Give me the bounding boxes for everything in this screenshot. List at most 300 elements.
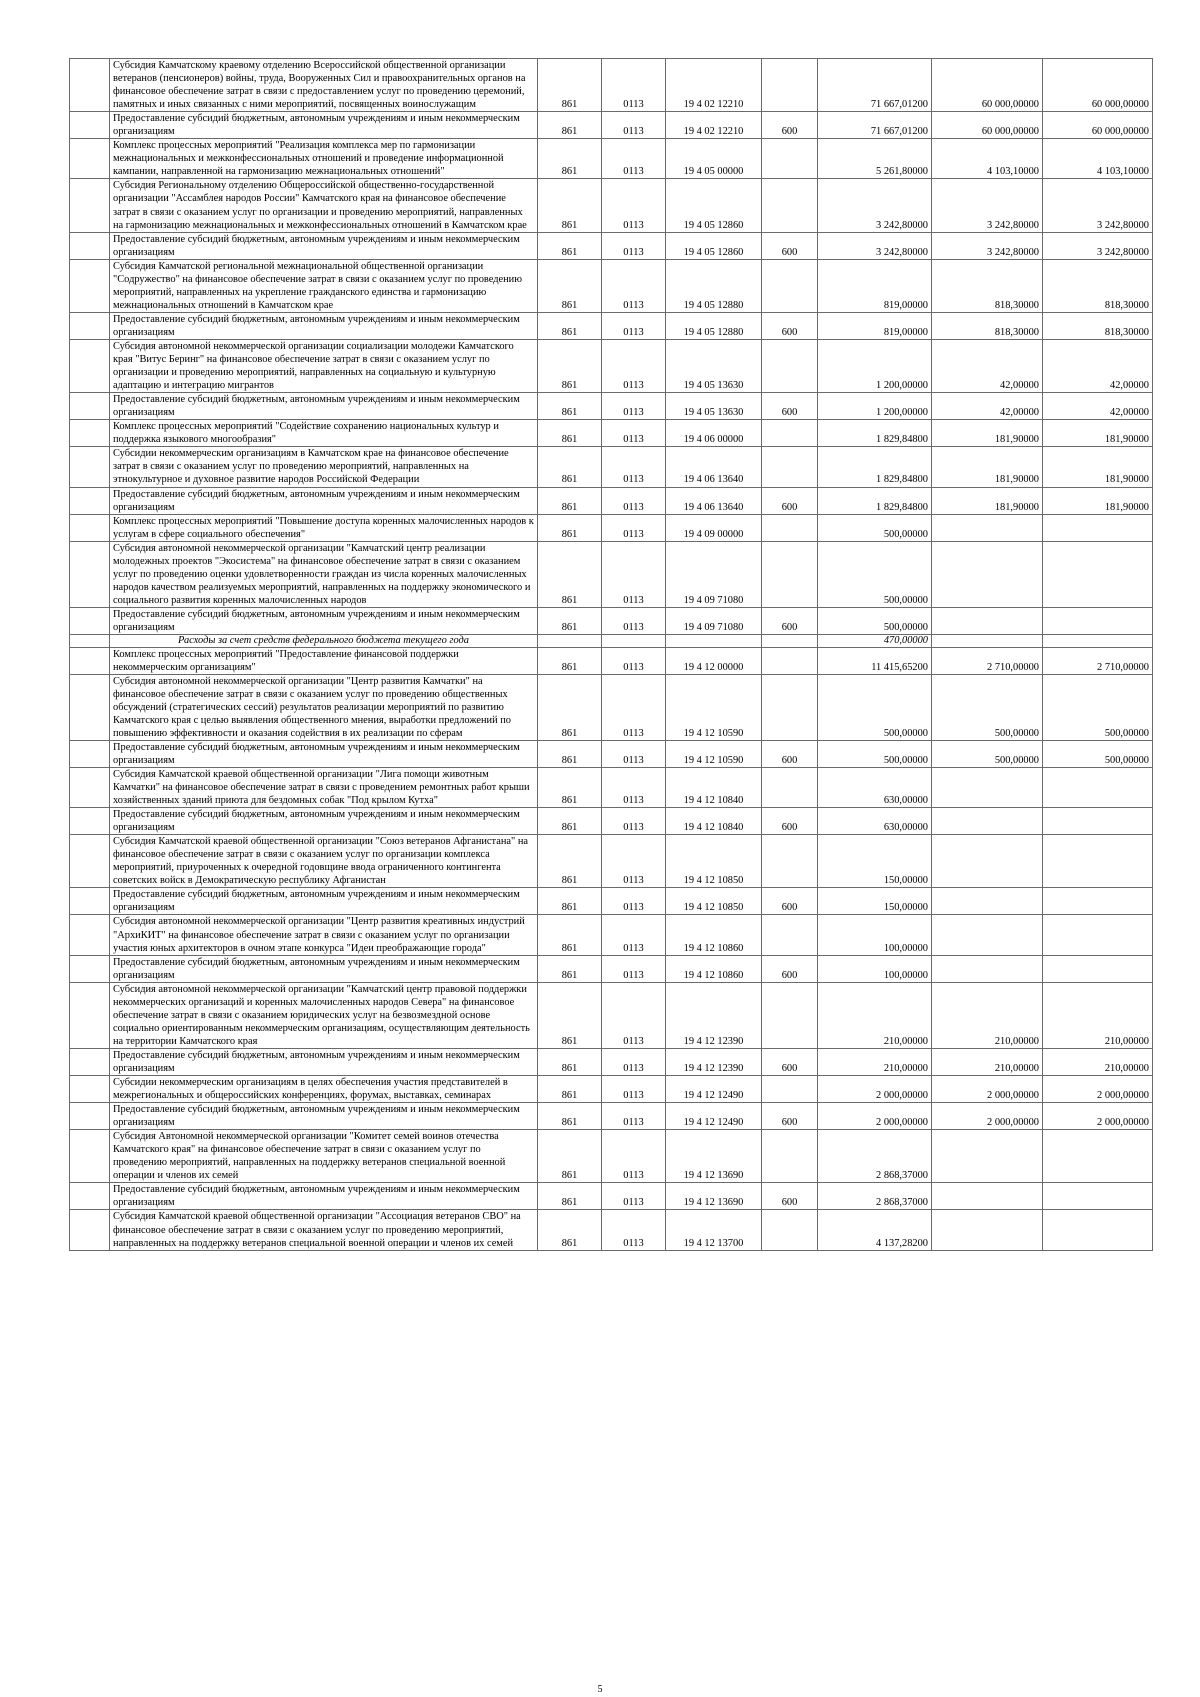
grbs-code: 861 [538,541,602,607]
section-code: 0113 [602,312,666,339]
row-name: Предоставление субсидий бюджетным, автономным учреждениям и иным некоммерческим организациям [110,740,538,767]
table-row [70,1103,1153,1130]
table-row [70,420,1153,447]
grbs-code: 861 [538,607,602,634]
amount-year-3: 210,00000 [1043,1048,1153,1075]
row-name: Предоставление субсидий бюджетным, автономным учреждениям и иным некоммерческим организациям [110,1048,538,1075]
row-name: Предоставление субсидий бюджетным, автономным учреждениям и иным некоммерческим организациям [110,112,538,139]
amount-year-3: 210,00000 [1043,982,1153,1048]
grbs-code: 861 [538,259,602,312]
amount-year-1: 4 137,28200 [818,1210,932,1250]
amount-year-1: 2 000,00000 [818,1103,932,1130]
amount-year-2: 210,00000 [932,1048,1043,1075]
row-name: Субсидия Камчатской краевой общественной организации "Союз ветеранов Афганистана" на финансовое обеспечение затрат в связи с оказанием услуг по организации комплекса мероприятий, приуроченных к очередной годовщине ввода ограниченного контингента советских войск в Демократическую республику Афганистан [110,835,538,888]
expense-type-code [762,1076,818,1103]
section-code: 0113 [602,447,666,487]
target-article-code: 19 4 05 13630 [666,339,762,392]
target-article-code: 19 4 05 13630 [666,393,762,420]
amount-year-2: 3 242,80000 [932,232,1043,259]
grbs-code: 861 [538,232,602,259]
target-article-code: 19 4 05 12880 [666,312,762,339]
target-article-code: 19 4 06 00000 [666,420,762,447]
amount-year-3: 42,00000 [1043,339,1153,392]
target-article-code: 19 4 12 12490 [666,1103,762,1130]
section-code: 0113 [602,1210,666,1250]
expense-type-code: 600 [762,312,818,339]
grbs-code: 861 [538,179,602,232]
target-article-code: 19 4 05 12860 [666,232,762,259]
amount-year-1: 3 242,80000 [818,179,932,232]
amount-year-2: 42,00000 [932,393,1043,420]
amount-year-1: 100,00000 [818,915,932,955]
row-stub-cell [70,1103,110,1130]
row-stub-cell [70,259,110,312]
section-code: 0113 [602,259,666,312]
row-stub-cell [70,541,110,607]
amount-year-3: 60 000,00000 [1043,59,1153,112]
target-article-code: 19 4 12 12390 [666,1048,762,1075]
amount-year-1: 2 868,37000 [818,1130,932,1183]
table-row [70,139,1153,179]
grbs-code: 861 [538,915,602,955]
section-code: 0113 [602,339,666,392]
section-code: 0113 [602,487,666,514]
expense-type-code [762,514,818,541]
grbs-code: 861 [538,674,602,740]
budget-table-body [70,59,1153,1251]
section-code: 0113 [602,139,666,179]
target-article-code: 19 4 09 00000 [666,514,762,541]
amount-year-3 [1043,1183,1153,1210]
expense-type-code [762,835,818,888]
row-name: Субсидия Камчатской региональной межнациональной общественной организации "Содружество" на финансовое обеспечение затрат в связи с оказанием услуг по проведению мероприятий, направленных на укрепление гражданского единства и гармонизацию межнациональных отношений в Камчатском крае [110,259,538,312]
row-name: Расходы за счет средств федерального бюджета текущего года [110,635,538,648]
expense-type-code: 600 [762,607,818,634]
section-code: 0113 [602,647,666,674]
grbs-code: 861 [538,487,602,514]
amount-year-1: 71 667,01200 [818,112,932,139]
table-row [70,607,1153,634]
row-stub-cell [70,112,110,139]
amount-year-2 [932,1210,1043,1250]
grbs-code: 861 [538,740,602,767]
table-row [70,59,1153,112]
expense-type-code: 600 [762,112,818,139]
section-code: 0113 [602,112,666,139]
grbs-code: 861 [538,514,602,541]
amount-year-3: 181,90000 [1043,487,1153,514]
target-article-code: 19 4 06 13640 [666,447,762,487]
row-stub-cell [70,393,110,420]
row-name: Предоставление субсидий бюджетным, автономным учреждениям и иным некоммерческим организациям [110,955,538,982]
target-article-code: 19 4 12 12490 [666,1076,762,1103]
amount-year-2 [932,1130,1043,1183]
amount-year-2: 2 000,00000 [932,1103,1043,1130]
row-stub-cell [70,740,110,767]
grbs-code: 861 [538,139,602,179]
table-row [70,1130,1153,1183]
row-stub-cell [70,312,110,339]
row-name: Предоставление субсидий бюджетным, автономным учреждениям и иным некоммерческим организациям [110,1183,538,1210]
row-name: Субсидия автономной некоммерческой организации "Камчатский центр правовой поддержки некоммерческих организаций и коренных малочисленных народов Севера" на финансовое обеспечение затрат в связи с оказанием юридических услуг на безвозмездной основе социально ориентированным некоммерческим организациям, осуществляющим деятельность на территории Камчатского края [110,982,538,1048]
amount-year-3: 500,00000 [1043,674,1153,740]
table-row [70,1076,1153,1103]
grbs-code [538,635,602,648]
amount-year-1: 1 829,84800 [818,447,932,487]
amount-year-2: 818,30000 [932,312,1043,339]
row-stub-cell [70,420,110,447]
table-row [70,447,1153,487]
amount-year-3: 3 242,80000 [1043,179,1153,232]
table-row [70,888,1153,915]
budget-table [69,58,1153,1251]
grbs-code: 861 [538,808,602,835]
amount-year-3: 181,90000 [1043,420,1153,447]
row-name: Предоставление субсидий бюджетным, автономным учреждениям и иным некоммерческим организациям [110,487,538,514]
table-row [70,835,1153,888]
amount-year-3: 42,00000 [1043,393,1153,420]
grbs-code: 861 [538,312,602,339]
amount-year-3 [1043,635,1153,648]
section-code: 0113 [602,674,666,740]
amount-year-3 [1043,1210,1153,1250]
table-row [70,740,1153,767]
amount-year-1: 1 829,84800 [818,487,932,514]
amount-year-2: 4 103,10000 [932,139,1043,179]
row-stub-cell [70,487,110,514]
amount-year-2: 2 710,00000 [932,647,1043,674]
amount-year-1: 1 200,00000 [818,339,932,392]
row-stub-cell [70,955,110,982]
table-row [70,112,1153,139]
row-name: Субсидия автономной некоммерческой организации социализации молодежи Камчатского края "Витус Беринг" на финансовое обеспечение затрат в связи с оказанием услуг по организации и проведению мероприятий, направленных на социальную и культурную адаптацию и интеграцию мигрантов [110,339,538,392]
amount-year-2: 500,00000 [932,674,1043,740]
row-stub-cell [70,888,110,915]
row-name: Субсидия Камчатской краевой общественной организации "Лига помощи животным Камчатки" на финансовое обеспечение затрат в связи с проведением ремонтных работ крыши хозяйственных зданий приюта для бездомных собак "Под крылом Кутха" [110,767,538,807]
row-stub-cell [70,514,110,541]
target-article-code: 19 4 05 12880 [666,259,762,312]
amount-year-1: 2 868,37000 [818,1183,932,1210]
table-row [70,259,1153,312]
amount-year-2: 2 000,00000 [932,1076,1043,1103]
row-name: Предоставление субсидий бюджетным, автономным учреждениям и иным некоммерческим организациям [110,312,538,339]
target-article-code: 19 4 12 10850 [666,835,762,888]
target-article-code: 19 4 12 10850 [666,888,762,915]
amount-year-1: 5 261,80000 [818,139,932,179]
row-stub-cell [70,674,110,740]
row-stub-cell [70,1210,110,1250]
amount-year-2 [932,635,1043,648]
target-article-code: 19 4 12 10840 [666,767,762,807]
amount-year-3 [1043,808,1153,835]
expense-type-code [762,1130,818,1183]
expense-type-code [762,339,818,392]
row-stub-cell [70,647,110,674]
target-article-code: 19 4 12 13690 [666,1183,762,1210]
amount-year-2: 210,00000 [932,982,1043,1048]
amount-year-1: 210,00000 [818,1048,932,1075]
amount-year-3 [1043,955,1153,982]
row-name: Предоставление субсидий бюджетным, автономным учреждениям и иным некоммерческим организациям [110,1103,538,1130]
row-stub-cell [70,607,110,634]
section-code: 0113 [602,915,666,955]
row-stub-cell [70,339,110,392]
target-article-code: 19 4 12 10860 [666,915,762,955]
amount-year-1: 1 829,84800 [818,420,932,447]
row-stub-cell [70,447,110,487]
amount-year-1: 11 415,65200 [818,647,932,674]
amount-year-1: 500,00000 [818,740,932,767]
expense-type-code: 600 [762,888,818,915]
target-article-code: 19 4 09 71080 [666,607,762,634]
expense-type-code [762,647,818,674]
row-stub-cell [70,915,110,955]
table-row [70,487,1153,514]
section-code: 0113 [602,59,666,112]
row-stub-cell [70,982,110,1048]
target-article-code [666,635,762,648]
target-article-code: 19 4 12 13690 [666,1130,762,1183]
amount-year-2 [932,1183,1043,1210]
amount-year-2: 818,30000 [932,259,1043,312]
table-row [70,393,1153,420]
row-name: Субсидия Региональному отделению Общероссийской общественно-государственной организации "Ассамблея народов России" Камчатского края на финансовое обеспечение затрат в связи с оказанием услуг по организации и проведению мероприятий, направленных на гармонизацию межнациональных и межконфессиональных отношений в Камчатском крае [110,179,538,232]
expense-type-code [762,139,818,179]
amount-year-3 [1043,607,1153,634]
amount-year-1: 100,00000 [818,955,932,982]
page-number: 5 [597,1684,603,1695]
expense-type-code [762,179,818,232]
note-row [70,635,1153,648]
expense-type-code [762,915,818,955]
table-row [70,179,1153,232]
section-code: 0113 [602,393,666,420]
amount-year-3: 818,30000 [1043,259,1153,312]
amount-year-2: 3 242,80000 [932,179,1043,232]
amount-year-1: 210,00000 [818,982,932,1048]
row-stub-cell [70,635,110,648]
table-row [70,674,1153,740]
section-code: 0113 [602,1048,666,1075]
target-article-code: 19 4 09 71080 [666,541,762,607]
expense-type-code: 600 [762,1048,818,1075]
row-name: Комплекс процессных мероприятий "Реализация комплекса мер по гармонизации межнациональных и межконфессиональных отношений и проведение информационной кампании, направленной на гармонизацию межнациональных отношений" [110,139,538,179]
amount-year-1: 500,00000 [818,607,932,634]
amount-year-3 [1043,888,1153,915]
amount-year-2: 42,00000 [932,339,1043,392]
expense-type-code: 600 [762,393,818,420]
amount-year-2: 500,00000 [932,740,1043,767]
row-name: Комплекс процессных мероприятий "Предоставление финансовой поддержки некоммерческим организациям" [110,647,538,674]
section-code: 0113 [602,955,666,982]
table-row [70,647,1153,674]
amount-year-2 [932,915,1043,955]
table-row [70,1048,1153,1075]
target-article-code: 19 4 12 10590 [666,740,762,767]
row-name: Предоставление субсидий бюджетным, автономным учреждениям и иным некоммерческим организациям [110,232,538,259]
section-code: 0113 [602,982,666,1048]
amount-year-3: 4 103,10000 [1043,139,1153,179]
row-name: Субсидия Камчатской краевой общественной организации "Ассоциация ветеранов СВО" на финансовое обеспечение затрат в связи с оказанием услуг по проведению мероприятий, направленных на поддержку ветеранов специальной военной операции и членов их семей [110,1210,538,1250]
expense-type-code [762,447,818,487]
row-stub-cell [70,1048,110,1075]
grbs-code: 861 [538,1048,602,1075]
target-article-code: 19 4 12 12390 [666,982,762,1048]
expense-type-code [762,259,818,312]
section-code: 0113 [602,1076,666,1103]
row-stub-cell [70,1183,110,1210]
target-article-code: 19 4 12 10840 [666,808,762,835]
amount-year-3: 3 242,80000 [1043,232,1153,259]
table-row [70,1210,1153,1250]
target-article-code: 19 4 12 00000 [666,647,762,674]
row-stub-cell [70,1130,110,1183]
amount-year-1: 150,00000 [818,835,932,888]
grbs-code: 861 [538,1103,602,1130]
section-code [602,635,666,648]
row-stub-cell [70,1076,110,1103]
grbs-code: 861 [538,835,602,888]
amount-year-3 [1043,541,1153,607]
section-code: 0113 [602,808,666,835]
row-name: Субсидия автономной некоммерческой организации "Камчатский центр реализации молодежных проектов "Экосистема" на финансовое обеспечение затрат в связи с оказанием услуг по проведению оценки удовлетворенности граждан из числа коренных малочисленных народов качеством реализуемых мероприятий, направленных на поддержку экономического и социального развития коренных малочисленных народов [110,541,538,607]
target-article-code: 19 4 06 13640 [666,487,762,514]
grbs-code: 861 [538,420,602,447]
section-code: 0113 [602,1130,666,1183]
amount-year-1: 500,00000 [818,674,932,740]
amount-year-3 [1043,514,1153,541]
table-row [70,982,1153,1048]
grbs-code: 861 [538,647,602,674]
expense-type-code [762,674,818,740]
amount-year-1: 500,00000 [818,541,932,607]
target-article-code: 19 4 05 12860 [666,179,762,232]
amount-year-1: 71 667,01200 [818,59,932,112]
target-article-code: 19 4 12 13700 [666,1210,762,1250]
section-code: 0113 [602,607,666,634]
amount-year-2 [932,767,1043,807]
grbs-code: 861 [538,1183,602,1210]
row-name: Предоставление субсидий бюджетным, автономным учреждениям и иным некоммерческим организациям [110,393,538,420]
grbs-code: 861 [538,1210,602,1250]
amount-year-3 [1043,915,1153,955]
amount-year-1: 2 000,00000 [818,1076,932,1103]
amount-year-3: 2 000,00000 [1043,1076,1153,1103]
section-code: 0113 [602,514,666,541]
amount-year-3 [1043,767,1153,807]
section-code: 0113 [602,835,666,888]
amount-year-1: 630,00000 [818,767,932,807]
amount-year-3: 2 710,00000 [1043,647,1153,674]
section-code: 0113 [602,420,666,447]
expense-type-code [762,982,818,1048]
grbs-code: 861 [538,767,602,807]
amount-year-3: 500,00000 [1043,740,1153,767]
amount-year-3: 60 000,00000 [1043,112,1153,139]
amount-year-2 [932,835,1043,888]
row-name: Субсидия Автономной некоммерческой организации "Комитет семей воинов отечества Камчатского края" на финансовое обеспечение затрат в связи с оказанием услуг по проведению мероприятий, направленных на поддержку ветеранов специальной военной операции и членов их семей [110,1130,538,1183]
table-row [70,232,1153,259]
row-stub-cell [70,835,110,888]
expense-type-code: 600 [762,808,818,835]
row-name: Комплекс процессных мероприятий "Повышение доступа коренных малочисленных народов к услугам в сфере социального обеспечения" [110,514,538,541]
expense-type-code [762,635,818,648]
table-row [70,955,1153,982]
section-code: 0113 [602,179,666,232]
expense-type-code: 600 [762,955,818,982]
table-row [70,514,1153,541]
grbs-code: 861 [538,955,602,982]
table-row [70,767,1153,807]
section-code: 0113 [602,767,666,807]
row-name: Субсидия Камчатскому краевому отделению Всероссийской общественной организации ветеранов (пенсионеров) войны, труда, Вооруженных Сил и правоохранительных органов на финансовое обеспечение затрат в связи с предоставлением услуг по проведению церемоний, памятных и иных связанных с ними мероприятий, посвященных воинослужащим [110,59,538,112]
row-name: Субсидии некоммерческим организациям в целях обеспечения участия представителей в межрегиональных и общероссийских конференциях, форумах, выставках, семинарах [110,1076,538,1103]
amount-year-1: 819,00000 [818,259,932,312]
row-stub-cell [70,808,110,835]
table-row [70,1183,1153,1210]
amount-year-2: 181,90000 [932,447,1043,487]
amount-year-1: 150,00000 [818,888,932,915]
grbs-code: 861 [538,1130,602,1183]
grbs-code: 861 [538,888,602,915]
expense-type-code: 600 [762,487,818,514]
amount-year-1: 1 200,00000 [818,393,932,420]
amount-year-2: 60 000,00000 [932,59,1043,112]
section-code: 0113 [602,232,666,259]
row-name: Субсидия автономной некоммерческой организации "Центр развития креативных индустрий "АрхиКИТ" на финансовое обеспечение затрат в связи с оказанием услуг по организации участия юных архитекторов в очном этапе конкурса "Идеи преображающие города" [110,915,538,955]
row-stub-cell [70,767,110,807]
row-name: Субсидия автономной некоммерческой организации "Центр развития Камчатки" на финансовое обеспечение затрат в связи с оказанием услуг по проведению общественных обсуждений (стратегических сессий) результатов реализации мероприятий по развитию Камчатского края с целью выявления общественного мнения, выработки предложений по повышению эффективности и оказания содействия в их реализации по сферам [110,674,538,740]
expense-type-code: 600 [762,232,818,259]
row-stub-cell [70,179,110,232]
section-code: 0113 [602,1103,666,1130]
section-code: 0113 [602,1183,666,1210]
grbs-code: 861 [538,112,602,139]
budget-table-sheet [69,58,1152,1251]
amount-year-3: 181,90000 [1043,447,1153,487]
amount-year-2 [932,541,1043,607]
target-article-code: 19 4 12 10590 [666,674,762,740]
expense-type-code [762,59,818,112]
table-row [70,312,1153,339]
table-row [70,808,1153,835]
amount-year-3 [1043,835,1153,888]
amount-year-2: 60 000,00000 [932,112,1043,139]
expense-type-code [762,541,818,607]
grbs-code: 861 [538,393,602,420]
amount-year-2 [932,514,1043,541]
amount-year-2 [932,888,1043,915]
expense-type-code: 600 [762,1103,818,1130]
table-row [70,339,1153,392]
amount-year-2 [932,808,1043,835]
expense-type-code [762,420,818,447]
grbs-code: 861 [538,59,602,112]
amount-year-1: 3 242,80000 [818,232,932,259]
amount-year-1: 819,00000 [818,312,932,339]
row-name: Комплекс процессных мероприятий "Содействие сохранению национальных культур и поддержка языкового многообразия" [110,420,538,447]
row-name: Предоставление субсидий бюджетным, автономным учреждениям и иным некоммерческим организациям [110,808,538,835]
target-article-code: 19 4 12 10860 [666,955,762,982]
grbs-code: 861 [538,1076,602,1103]
target-article-code: 19 4 02 12210 [666,112,762,139]
grbs-code: 861 [538,447,602,487]
row-name: Предоставление субсидий бюджетным, автономным учреждениям и иным некоммерческим организациям [110,607,538,634]
expense-type-code [762,1210,818,1250]
amount-year-3: 818,30000 [1043,312,1153,339]
amount-year-1: 470,00000 [818,635,932,648]
grbs-code: 861 [538,339,602,392]
